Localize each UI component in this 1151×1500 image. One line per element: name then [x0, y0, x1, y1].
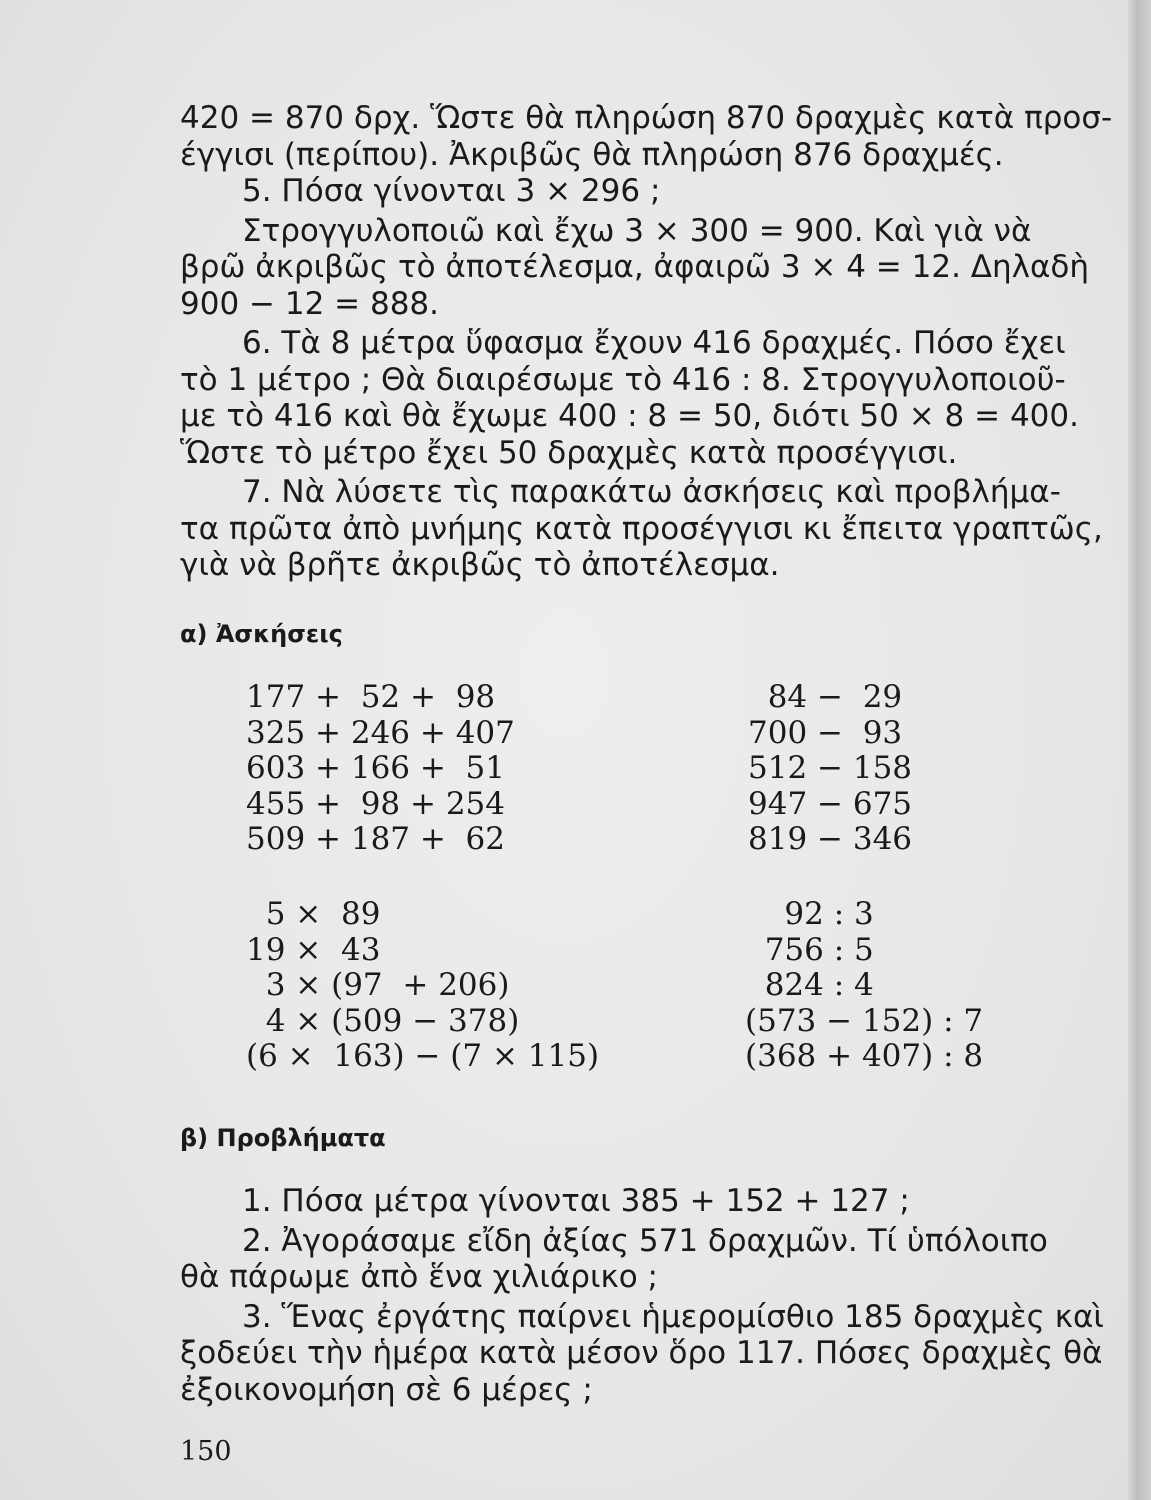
page-edge: [1128, 0, 1151, 1500]
problems-heading: β) Προβλήματα: [180, 1124, 386, 1152]
text-line: γιὰ νὰ βρῆτε ἀκριβῶς τὸ ἀποτέλεσμα.: [180, 547, 780, 583]
exercise-item: 700 − 93: [748, 714, 903, 751]
exercise-item: (573 − 152) : 7: [745, 1002, 984, 1039]
exercise-item: 19 × 43: [246, 931, 381, 968]
exercise-item: 509 + 187 + 62: [246, 821, 506, 858]
text-line: Ὥστε τὸ μέτρο ἔχει 50 δραχμὲς κατὰ προσέγγισι.: [180, 434, 958, 471]
text-line: 5. Πόσα γίνονται 3 × 296 ;: [242, 173, 661, 209]
exercise-item: 92 : 3: [745, 896, 874, 932]
division-exercises: [745, 897, 983, 1075]
intro-text: [180, 100, 1113, 584]
exercise-item: (6 × 163) − (7 × 115): [246, 1038, 600, 1075]
text-line: Στρογγυλοποιῶ καὶ ἔχω 3 × 300 = 900. Καὶ γιὰ νὰ: [242, 212, 1032, 249]
text-line: θὰ πάρωμε ἀπὸ ἕνα χιλιάρικο ;: [180, 1259, 658, 1295]
text-line: 900 − 12 = 888.: [180, 285, 440, 322]
exercise-item: 5 × 89: [246, 896, 381, 932]
exercise-item: 325 + 246 + 407: [246, 714, 515, 751]
page-number: 150: [180, 1436, 232, 1467]
exercise-item: 455 + 98 + 254: [246, 785, 506, 822]
exercise-item: 603 + 166 + 51: [246, 750, 506, 787]
exercise-item: 177 + 52 + 98: [246, 679, 496, 715]
text-line: 2. Ἀγοράσαμε εἴδη ἀξίας 571 δραχμῶν. Τί ὑπόλοιπο: [242, 1222, 1048, 1259]
exercise-item: 824 : 4: [745, 967, 874, 1004]
exercise-item: 512 − 158: [748, 750, 913, 787]
text-line: 420 = 870 δρχ. Ὥστε θὰ πληρώση 870 δραχμὲς κατὰ προσ-: [180, 100, 1113, 136]
exercise-item: 84 − 29: [748, 679, 903, 715]
text-line: 1. Πόσα μέτρα γίνονται 385 + 152 + 127 ;: [242, 1183, 910, 1219]
problems-text: [180, 1183, 1104, 1408]
exercise-item: (368 + 407) : 8: [745, 1038, 984, 1075]
exercise-item: 3 × (97 + 206): [246, 967, 510, 1004]
text-line: βρῶ ἀκριβῶς τὸ ἀποτέλεσμα, ἀφαιρῶ 3 × 4 = 12. Δηλαδὴ: [180, 249, 1090, 285]
exercise-item: 756 : 5: [745, 931, 874, 968]
exercise-item: 4 × (509 − 378): [246, 1002, 520, 1039]
text-line: τὸ 1 μέτρο ; Θὰ διαιρέσωμε τὸ 416 : 8. Στρογγυλοποιοῦ-: [180, 361, 1066, 398]
text-line: ἐξοικονομήση σὲ 6 μέρες ;: [180, 1371, 593, 1408]
exercise-item: 947 − 675: [748, 785, 913, 822]
exercise-item: 819 − 346: [748, 821, 913, 858]
multiplication-exercises: [246, 897, 599, 1075]
text-line: ξοδεύει τὴν ἡμέρα κατὰ μέσον ὅρο 117. Πόσες δραχμὲς θὰ: [180, 1335, 1103, 1371]
text-line: 3. Ἕνας ἐργάτης παίρνει ἡμερομίσθιο 185 δραχμὲς καὶ: [242, 1298, 1104, 1335]
text-line: με τὸ 416 καὶ θὰ ἔχωμε 400 : 8 = 50, διότι 50 × 8 = 400.: [180, 398, 1079, 434]
text-line: 7. Νὰ λύσετε τὶς παρακάτω ἀσκήσεις καὶ προβλήμα-: [242, 474, 1061, 510]
text-line: τα πρῶτα ἀπὸ μνήμης κατὰ προσέγγισι κι ἔπειτα γραπτῶς,: [180, 510, 1103, 547]
text-line: 6. Τὰ 8 μέτρα ὕφασμα ἔχουν 416 δραχμές. Πόσο ἔχει: [242, 325, 1066, 361]
text-line: έγγισι (περίπου). Ἀκριβῶς θὰ πληρώση 876 δραχμές.: [180, 136, 1004, 173]
subtraction-exercises: [748, 680, 912, 858]
addition-exercises: [246, 680, 515, 858]
exercises-heading: α) Ἀσκήσεις: [180, 620, 343, 648]
